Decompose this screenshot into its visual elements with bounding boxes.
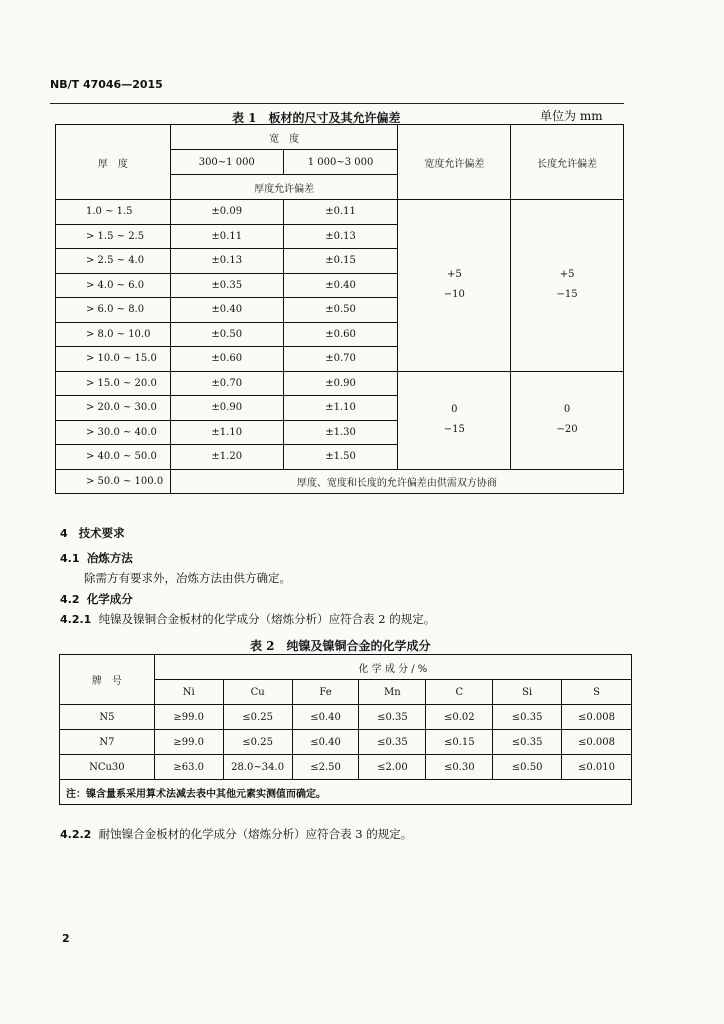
section-4-2-heading: 4.2 化学成分 [60, 592, 133, 606]
width-dev-header: 宽度允许偏差 [398, 125, 511, 200]
table1-unit: 单位为 mm [540, 109, 603, 123]
element-header: Ni [154, 680, 223, 705]
value-cell: ≤0.010 [562, 755, 632, 780]
value-cell: ≤0.50 [493, 755, 562, 780]
tol-cell: ±0.15 [283, 249, 398, 274]
tol-cell: ±0.40 [170, 298, 283, 323]
tol-cell: ±1.10 [170, 420, 283, 445]
element-header: Fe [292, 680, 359, 705]
length-dev-header: 长度允许偏差 [511, 125, 624, 200]
width-col1: 300~1 000 [170, 150, 283, 175]
table2 [59, 654, 632, 805]
value-cell: ≤0.008 [562, 730, 632, 755]
tol-cell: ±0.09 [170, 200, 283, 225]
thickness-cell: > 40.0 ~ 50.0 [56, 445, 171, 470]
tol-cell: ±0.90 [170, 396, 283, 421]
table1 [55, 124, 624, 494]
section-4-1-text: 除需方有要求外，冶炼方法由供方确定。 [84, 571, 291, 585]
width-header: 宽 度 [170, 125, 398, 150]
tol-cell: ±0.70 [170, 371, 283, 396]
composition-header: 化 学 成 分 / % [154, 655, 631, 680]
group1-length-dev: +5 −15 [511, 200, 624, 372]
tol-cell: ±0.70 [283, 347, 398, 372]
thickness-cell: > 8.0 ~ 10.0 [56, 322, 171, 347]
table-row [60, 730, 632, 755]
value-cell: ≤2.50 [292, 755, 359, 780]
section-4-2-2-text: 4.2.2 耐蚀镍合金板材的化学成分（熔炼分析）应符合表 3 的规定。 [60, 827, 413, 841]
table-row [56, 469, 624, 494]
grade-header: 牌 号 [60, 655, 155, 705]
value-cell: ≤0.02 [426, 705, 493, 730]
thickness-cell: > 15.0 ~ 20.0 [56, 371, 171, 396]
thickness-cell: > 6.0 ~ 8.0 [56, 298, 171, 323]
table2-note: 注：镍含量系采用算术法减去表中其他元素实测值而确定。 [60, 780, 632, 805]
tol-cell: ±0.13 [170, 249, 283, 274]
thickness-cell: > 1.5 ~ 2.5 [56, 224, 171, 249]
section-4-2-1-text: 4.2.1 纯镍及镍铜合金板材的化学成分（熔炼分析）应符合表 2 的规定。 [60, 612, 436, 626]
group1-width-dev: +5 −10 [398, 200, 511, 372]
group2-width-dev: 0 −15 [398, 371, 511, 469]
value-cell: ≥99.0 [154, 730, 223, 755]
tol-cell: ±0.90 [283, 371, 398, 396]
section-4-1-heading: 4.1 冶炼方法 [60, 551, 133, 565]
element-header: S [562, 680, 632, 705]
tol-cell: ±0.40 [283, 273, 398, 298]
tol-cell: ±0.13 [283, 224, 398, 249]
grade-cell: N7 [60, 730, 155, 755]
value-cell: ≤0.35 [359, 705, 426, 730]
negotiated-note: 厚度、宽度和长度的允许偏差由供需双方协商 [170, 469, 623, 494]
value-cell: 28.0~34.0 [223, 755, 292, 780]
tol-cell: ±1.50 [283, 445, 398, 470]
value-cell: ≤0.40 [292, 705, 359, 730]
thickness-cell: > 20.0 ~ 30.0 [56, 396, 171, 421]
value-cell: ≤0.25 [223, 730, 292, 755]
tol-cell: ±1.20 [170, 445, 283, 470]
standard-number: NB/T 47046—2015 [50, 78, 163, 91]
value-cell: ≤0.30 [426, 755, 493, 780]
table-row [60, 705, 632, 730]
page-number: 2 [62, 932, 70, 945]
element-header: Mn [359, 680, 426, 705]
element-header: C [426, 680, 493, 705]
tolerance-header: 厚度允许偏差 [170, 175, 398, 200]
grade-cell: N5 [60, 705, 155, 730]
table-row [56, 200, 624, 225]
tol-cell: ±0.11 [283, 200, 398, 225]
value-cell: ≤0.15 [426, 730, 493, 755]
grade-cell: NCu30 [60, 755, 155, 780]
thickness-header: 厚 度 [56, 125, 171, 200]
thickness-cell: 1.0 ~ 1.5 [56, 200, 171, 225]
tol-cell: ±0.11 [170, 224, 283, 249]
section-4-heading: 4 技术要求 [60, 526, 125, 540]
tol-cell: ±0.50 [283, 298, 398, 323]
table-row [60, 755, 632, 780]
tol-cell: ±1.10 [283, 396, 398, 421]
thickness-cell: > 2.5 ~ 4.0 [56, 249, 171, 274]
value-cell: ≤0.40 [292, 730, 359, 755]
tol-cell: ±0.60 [283, 322, 398, 347]
value-cell: ≤0.25 [223, 705, 292, 730]
thickness-cell: > 30.0 ~ 40.0 [56, 420, 171, 445]
value-cell: ≤0.35 [493, 730, 562, 755]
value-cell: ≤0.008 [562, 705, 632, 730]
tol-cell: ±0.60 [170, 347, 283, 372]
value-cell: ≤0.35 [493, 705, 562, 730]
thickness-cell: > 50.0 ~ 100.0 [56, 469, 171, 494]
header-rule [50, 103, 624, 104]
tol-cell: ±1.30 [283, 420, 398, 445]
table1-caption: 表 1 板材的尺寸及其允许偏差 [232, 111, 401, 125]
value-cell: ≥63.0 [154, 755, 223, 780]
width-col2: 1 000~3 000 [283, 150, 398, 175]
tol-cell: ±0.35 [170, 273, 283, 298]
table-row [56, 371, 624, 396]
thickness-cell: > 4.0 ~ 6.0 [56, 273, 171, 298]
element-header: Si [493, 680, 562, 705]
value-cell: ≤0.35 [359, 730, 426, 755]
element-header: Cu [223, 680, 292, 705]
group2-length-dev: 0 −20 [511, 371, 624, 469]
tol-cell: ±0.50 [170, 322, 283, 347]
value-cell: ≥99.0 [154, 705, 223, 730]
thickness-cell: > 10.0 ~ 15.0 [56, 347, 171, 372]
value-cell: ≤2.00 [359, 755, 426, 780]
table2-caption: 表 2 纯镍及镍铜合金的化学成分 [250, 639, 431, 653]
